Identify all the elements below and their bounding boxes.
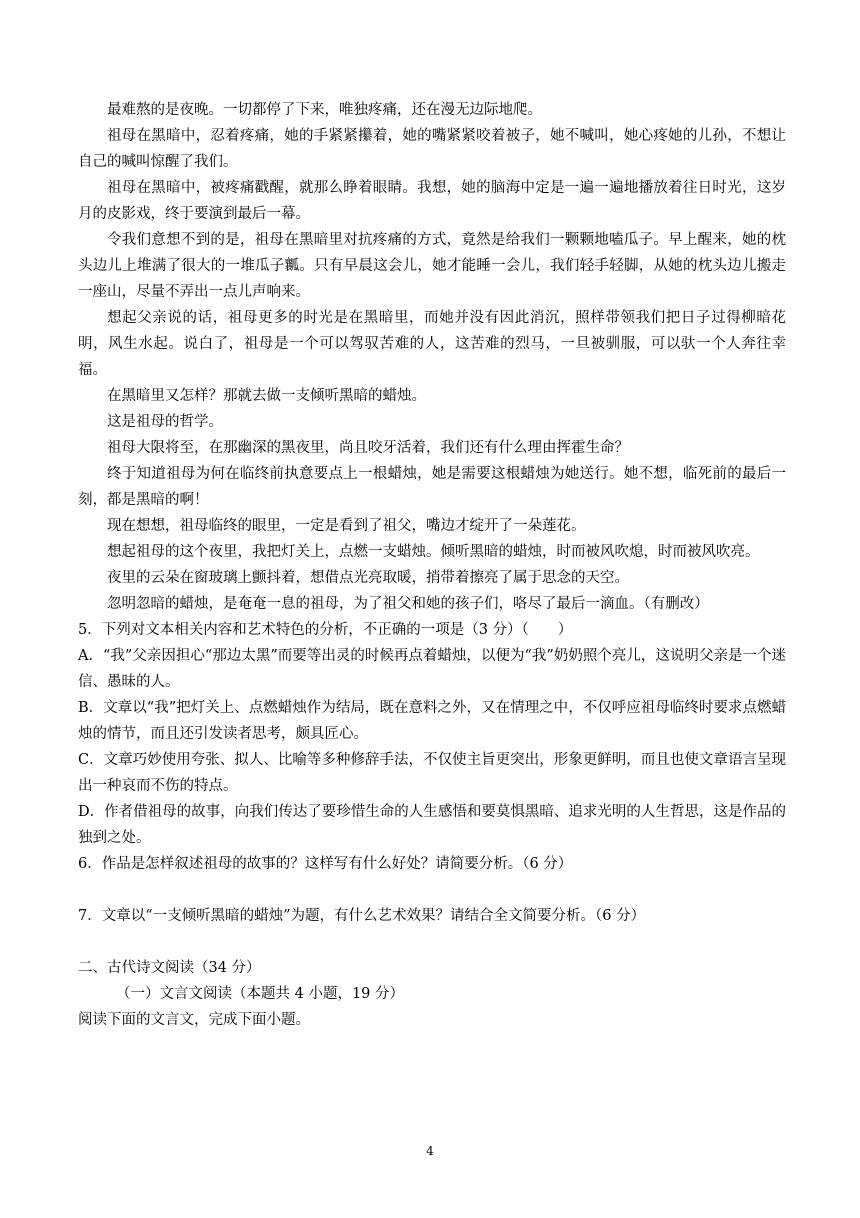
question-5-option-b: B．文章以“我”把灯关上、点燃蜡烛作为结局，既在意料之外，又在情理之中，不仅呼应祖母临终时要求点燃蜡烛的情节，而且还引发读者思考，颇具匠心。 bbox=[78, 700, 786, 742]
passage-paragraph-3: 祖母在黑暗中，被疼痛戳醒，就那么睁着眼睛。我想，她的脑海中定是一遍一遍地播放着往日时光，这岁月的皮影戏，终于要演到最后一幕。 bbox=[78, 180, 786, 222]
passage-paragraph-11: 想起祖母的这个夜里，我把灯关上，点燃一支蜡烛。倾听黑暗的蜡烛，时而被风吹熄，时而被风吹亮。 bbox=[107, 544, 760, 560]
question-5-option-d: D．作者借祖母的故事，向我们传达了要珍惜生命的人生感悟和要莫惧黑暗、追求光明的人生哲思，这是作品的独到之处。 bbox=[78, 804, 786, 846]
passage-paragraph-6: 在黑暗里又怎样？那就去做一支倾听黑暗的蜡烛。 bbox=[107, 388, 426, 404]
passage-paragraph-9: 终于知道祖母为何在临终前执意要点上一根蜡烛，她是需要这根蜡烛为她送行。她不想，临死前的最后一刻，都是黑暗的啊！ bbox=[78, 466, 786, 508]
passage-paragraph-10: 现在想想，祖母临终的眼里，一定是看到了祖父，嘴边才绽开了一朵莲花。 bbox=[107, 518, 586, 534]
passage-paragraph-13: 忽明忽暗的蜡烛，是奄奄一息的祖母，为了祖父和她的孩子们，咯尽了最后一滴血。（有删改） bbox=[107, 596, 709, 612]
answer-space-q7 bbox=[78, 929, 786, 955]
section-instruction: 阅读下面的文言文，完成下面小题。 bbox=[78, 1012, 310, 1028]
question-5-option-c: C．文章巧妙使用夸张、拟人、比喻等多种修辞手法，不仅使主旨更突出，形象更鲜明，而且也使文章语言呈现出一种哀而不伤的特点。 bbox=[78, 752, 786, 794]
passage-paragraph-1: 最难熬的是夜晚。一切都停了下来，唯独疼痛，还在漫无边际地爬。 bbox=[107, 102, 542, 118]
passage-paragraph-4: 令我们意想不到的是，祖母在黑暗里对抗疼痛的方式，竟然是给我们一颗颗地嗑瓜子。早上醒来，她的枕头边儿上堆满了很大的一堆瓜子瓤。只有早晨这会儿，她才能睡一会儿，我们轻手轻脚，从她的枕头边儿搬走一座山，尽量不弄出一点儿声响来。 bbox=[78, 232, 786, 300]
passage-paragraph-12: 夜里的云朵在窗玻璃上颤抖着，想借点光亮取暖，捎带着擦亮了属于思念的天空。 bbox=[107, 570, 629, 586]
question-5-option-a: A．“我”父亲因担心“那边太黑”而要等出灵的时候再点着蜡烛，以便为“我”奶奶照个亮儿，这说明父亲是一个迷信、愚昧的人。 bbox=[78, 648, 786, 690]
passage-paragraph-2: 祖母在黑暗中，忍着疼痛，她的手紧紧攥着，她的嘴紧紧咬着被子，她不喊叫，她心疼她的儿孙，不想让自己的喊叫惊醒了我们。 bbox=[78, 128, 786, 170]
page-content bbox=[78, 97, 786, 1033]
answer-space-q6 bbox=[78, 877, 786, 903]
page-number: 4 bbox=[426, 1144, 434, 1158]
question-6: 6．作品是怎样叙述祖母的故事的？这样写有什么好处？请简要分析。（6 分） bbox=[78, 856, 573, 872]
section-subheading: （一）文言文阅读（本题共 4 小题，19 分） bbox=[116, 986, 405, 1002]
passage-paragraph-8: 祖母大限将至，在那幽深的黑夜里，尚且咬牙活着，我们还有什么理由挥霍生命？ bbox=[107, 440, 629, 456]
section-heading: 二、古代诗文阅读（34 分） bbox=[78, 960, 261, 976]
passage-paragraph-5: 想起父亲说的话，祖母更多的时光是在黑暗里，而她并没有因此消沉，照样带领我们把日子过得柳暗花明，风生水起。说白了，祖母是一个可以驾驭苦难的人，这苦难的烈马，一旦被驯服，可以驮一个人奔往幸福。 bbox=[78, 310, 786, 378]
passage-paragraph-7: 这是祖母的哲学。 bbox=[107, 414, 223, 430]
question-5-stem: 5．下列对文本相关内容和艺术特色的分析，不正确的一项是（3 分）（ ） bbox=[78, 622, 573, 638]
question-7: 7．文章以“一支倾听黑暗的蜡烛”为题，有什么艺术效果？请结合全文简要分析。（6 分） bbox=[78, 908, 646, 924]
